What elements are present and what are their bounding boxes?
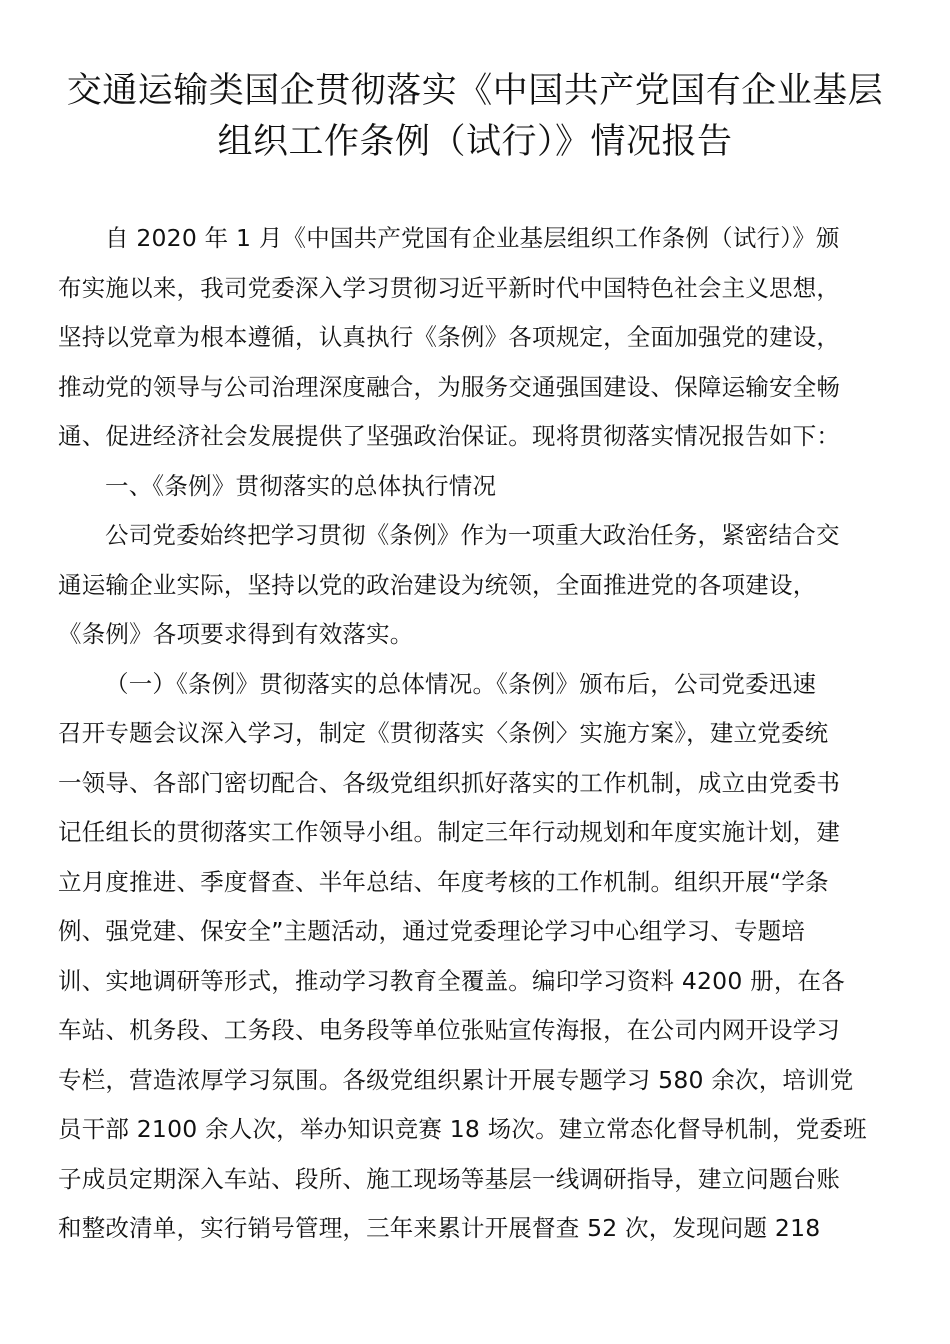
paragraph-line: （一）《条例》贯彻落实的总体情况。《条例》颁布后，公司党委迅速 — [105, 669, 817, 698]
paragraph-line: 公司党委始终把学习贯彻《条例》作为一项重大政治任务，紧密结合交 — [105, 521, 840, 549]
paragraph-line: 员干部 2100 余人次，举办知识竞赛 18 场次。建立常态化督导机制，党委班 — [58, 1115, 867, 1143]
paragraph-line: 立月度推进、季度督查、半年总结、年度考核的工作机制。组织开展“学条 — [58, 867, 829, 896]
document-title — [40, 66, 910, 168]
title-line: 交通运输类国企贯彻落实《中国共产党国有企业基层 — [66, 71, 884, 111]
section-heading: 一、《条例》贯彻落实的总体执行情况 — [105, 471, 497, 500]
paragraph-line: 推动党的领导与公司治理深度融合，为服务交通强国建设、保障运输安全畅 — [58, 372, 841, 401]
paragraph-line: 布实施以来，我司党委深入学习贯彻习近平新时代中国特色社会主义思想， — [58, 273, 841, 302]
document-body — [58, 214, 898, 1254]
paragraph-line: 召开专题会议深入学习，制定《贯彻落实〈条例〉实施方案》，建立党委统 — [58, 719, 829, 747]
paragraph-line: 一领导、各部门密切配合、各级党组织抓好落实的工作机制，成立由党委书 — [58, 768, 841, 797]
paragraph-line: 例、强党建、保安全”主题活动，通过党委理论学习中心组学习、专题培 — [58, 917, 806, 945]
paragraph-line: 《条例》各项要求得到有效落实。 — [58, 620, 414, 648]
paragraph-line: 专栏，营造浓厚学习氛围。各级党组织累计开展专题学习 580 余次，培训党 — [58, 1065, 854, 1094]
paragraph-line: 记任组长的贯彻落实工作领导小组。制定三年行动规划和年度实施计划，建 — [58, 818, 841, 846]
paragraph-line: 子成员定期深入车站、段所、施工现场等基层一线调研指导，建立问题台账 — [58, 1164, 841, 1193]
paragraph-line: 和整改清单，实行销号管理，三年来累计开展督查 52 次，发现问题 218 — [58, 1214, 821, 1242]
paragraph-line: 通、促进经济社会发展提供了坚强政治保证。现将贯彻落实情况报告如下： — [58, 422, 841, 450]
title-line: 组织工作条例（试行）》情况报告 — [217, 122, 733, 162]
paragraph-line: 通运输企业实际，坚持以党的政治建设为统领，全面推进党的各项建设， — [58, 570, 817, 599]
paragraph-line: 训、实地调研等形式，推动学习教育全覆盖。编印学习资料 4200 册，在各 — [58, 966, 845, 995]
paragraph-line: 车站、机务段、工务段、电务段等单位张贴宣传海报，在公司内网开设学习 — [58, 1016, 841, 1044]
paragraph-line: 坚持以党章为根本遵循，认真执行《条例》各项规定，全面加强党的建设， — [58, 323, 841, 351]
paragraph-line: 自 2020 年 1 月《中国共产党国有企业基层组织工作条例（试行）》颁 — [105, 224, 840, 252]
